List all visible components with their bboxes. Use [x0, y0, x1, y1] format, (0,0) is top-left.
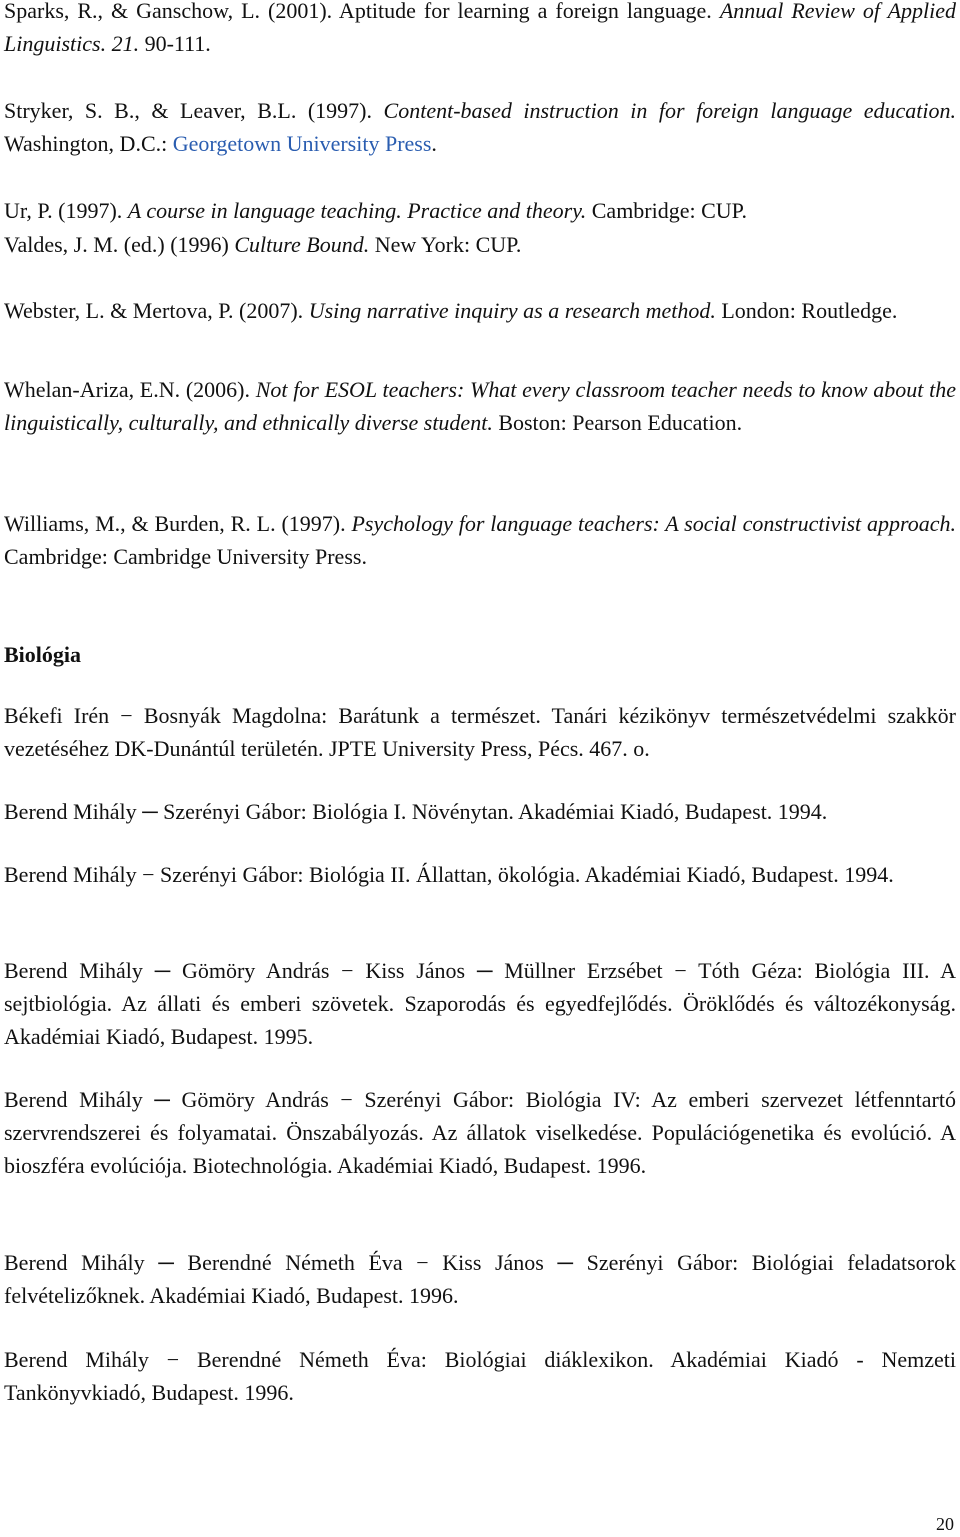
reference-entry: Williams, M., & Burden, R. L. (1997). Psychology for language teachers: A social constructivist approach. Cambridge: Cambridge University Press. [4, 511, 956, 569]
reference-entry: Berend Mihály ─ Berendné Németh Éva − Kiss János ─ Szerényi Gábor: Biológiai feladatsorok felvételizőknek. Akadémiai Kiadó, Budapest. 1996. [4, 1250, 956, 1308]
publisher-link[interactable]: Georgetown University Press [172, 131, 432, 156]
reference-entry: Békefi Irén − Bosnyák Magdolna: Barátunk a természet. Tanári kézikönyv természetvédelmi szakkör vezetéséhez DK-Dunántúl területén. JPTE University Press, Pécs. 467. o. [4, 703, 956, 761]
page-number: 20 [936, 1514, 954, 1534]
reference-entry: Whelan-Ariza, E.N. (2006). Not for ESOL teachers: What every classroom teacher needs to know about the linguistically, culturally, and ethnically diverse student. Boston: Pearson Education. [4, 377, 956, 435]
reference-entry: Sparks, R., & Ganschow, L. (2001). Aptitude for learning a foreign language. Annual Review of Applied Linguistics. 21. 90-111. [4, 0, 956, 56]
reference-entry: Berend Mihály − Szerényi Gábor: Biológia II. Állattan, ökológia. Akadémiai Kiadó, Budapest. 1994. [4, 862, 894, 887]
reference-entry: Stryker, S. B., & Leaver, B.L. (1997). Content-based instruction in for foreign language education. Washington, D.C.: Georgetown University Press. [4, 98, 956, 156]
reference-entry: Berend Mihály ─ Szerényi Gábor: Biológia I. Növénytan. Akadémiai Kiadó, Budapest. 1994. [4, 799, 828, 824]
reference-entry: Berend Mihály − Berendné Németh Éva: Biológiai diáklexikon. Akadémiai Kiadó - Nemzeti Tankönyvkiadó, Budapest. 1996. [4, 1347, 956, 1405]
reference-entry: Ur, P. (1997). A course in language teaching. Practice and theory. Cambridge: CUP. [4, 198, 747, 223]
reference-entry: Berend Mihály ─ Gömöry András − Szerényi Gábor: Biológia IV: Az emberi szervezet létfenntartó szervrendszerei és folyamatai. Önszabályozás. Az állatok viselkedése. Populációgenetika és evolúció. A bioszféra evolúciója. Biotechnológia. Akadémiai Kiadó, Budapest. 1996. [4, 1087, 956, 1178]
reference-entry: Webster, L. & Mertova, P. (2007). Using narrative inquiry as a research method. London: Routledge. [4, 298, 898, 323]
section-heading: Biológia [4, 642, 82, 667]
reference-entry: Berend Mihály ─ Gömöry András − Kiss János ─ Müllner Erzsébet − Tóth Géza: Biológia III. A sejtbiológia. Az állati és emberi szövetek. Szaporodás és egyedfejlődés. Öröklődés és változékonyság. Akadémiai Kiadó, Budapest. 1995. [4, 958, 956, 1049]
reference-entry: Valdes, J. M. (ed.) (1996) Culture Bound. New York: CUP. [4, 232, 522, 257]
